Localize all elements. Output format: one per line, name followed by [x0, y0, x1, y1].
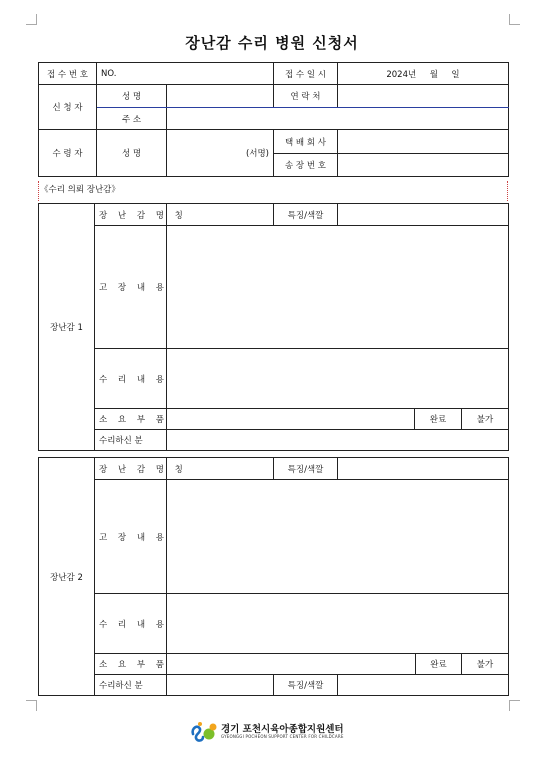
receipt-number-field[interactable] — [97, 63, 274, 85]
toy-2-staff-label: 수리하신 분 — [95, 675, 167, 696]
toy-1-fault-label: 고 장 내 용 — [95, 226, 167, 349]
toy-2-feature-field[interactable] — [338, 458, 509, 480]
toy-1-table — [38, 203, 509, 451]
toy-1-feature-field[interactable] — [338, 204, 509, 226]
contact-label: 연 락 처 — [274, 85, 338, 108]
toy-1-repair-field[interactable] — [167, 349, 509, 409]
tracking-number-label: 송 장 번 호 — [274, 154, 338, 177]
dotted-guide-left — [38, 181, 39, 201]
recipient-name-label: 성 명 — [97, 130, 167, 177]
toy-2-done-checkbox[interactable]: 완료 — [416, 654, 462, 675]
address-label: 주 소 — [97, 108, 167, 130]
receipt-number-label: 접 수 번 호 — [39, 63, 97, 85]
receipt-date-value: 2024년 월 일 — [386, 69, 460, 80]
toy-2-staff-feature-field[interactable] — [338, 675, 509, 696]
toy-2-feature-label: 특징/색깔 — [274, 458, 338, 480]
toy-1-feature-label: 특징/색깔 — [274, 204, 338, 226]
toy-1-parts-field[interactable] — [167, 409, 415, 430]
courier-label: 택 배 회 사 — [274, 130, 338, 154]
receipt-number-value: NO. — [101, 68, 117, 79]
form-title: 장난감 수리 병원 신청서 — [185, 34, 359, 52]
toy-1-staff-field[interactable] — [167, 430, 509, 451]
crop-mark-bottom-right — [509, 700, 520, 711]
toy-2-table — [38, 457, 509, 696]
toy-2-section-label: 장난감 2 — [39, 458, 95, 696]
footer-org-name-en: GYEONGGI POCHEON SUPPORT CENTER FOR CHILDCARE — [221, 734, 344, 739]
contact-field[interactable] — [338, 85, 509, 108]
toy-2-parts-label: 소 요 부 품 — [95, 654, 167, 675]
pocheon-childcare-logo-icon — [189, 720, 219, 744]
toy-1-fail-checkbox[interactable]: 불가 — [462, 409, 509, 430]
applicant-label: 신 청 자 — [39, 85, 97, 130]
toy-1-name-label: 장 난 감 명 칭 — [95, 204, 167, 226]
crop-mark-top-right — [509, 14, 520, 25]
receipt-date-field[interactable] — [338, 63, 509, 85]
toy-1-fault-field[interactable] — [167, 226, 509, 349]
toy-2-repair-field[interactable] — [167, 594, 509, 654]
toy-1-done-checkbox[interactable]: 완료 — [415, 409, 462, 430]
toy-2-staff-field[interactable] — [167, 675, 274, 696]
toy-1-staff-label: 수리하신 분 — [95, 430, 167, 451]
crop-mark-bottom-left — [26, 700, 37, 711]
address-field[interactable] — [167, 108, 509, 130]
signature-label: (서명) — [245, 149, 269, 159]
applicant-name-label: 성 명 — [97, 85, 167, 108]
applicant-name-field[interactable] — [167, 85, 274, 108]
courier-field[interactable] — [338, 130, 509, 154]
toy-2-fail-checkbox[interactable]: 불가 — [462, 654, 509, 675]
dotted-guide-right — [507, 181, 508, 201]
toy-1-parts-label: 소 요 부 품 — [95, 409, 167, 430]
footer-org-name: 경기 포천시육아종합지원센터 — [221, 724, 344, 735]
toy-2-repair-label: 수 리 내 용 — [95, 594, 167, 654]
crop-mark-top-left — [26, 14, 37, 25]
toy-1-repair-label: 수 리 내 용 — [95, 349, 167, 409]
applicant-info-table — [38, 62, 509, 177]
recipient-label: 수 령 자 — [39, 130, 97, 177]
toy-2-fault-field[interactable] — [167, 480, 509, 594]
toy-2-parts-field[interactable] — [167, 654, 416, 675]
footer-logo — [189, 719, 389, 745]
toy-2-fault-label: 고 장 내 용 — [95, 480, 167, 594]
toy-2-staff-feature-label: 특징/색깔 — [274, 675, 338, 696]
receipt-date-label: 접 수 일 시 — [274, 63, 338, 85]
tracking-number-field[interactable] — [338, 154, 509, 177]
repair-request-note: 《수리 의뢰 장난감》 — [40, 185, 120, 195]
toy-2-name-label: 장 난 감 명 칭 — [95, 458, 167, 480]
recipient-signature-field[interactable] — [167, 130, 274, 177]
toy-1-section-label: 장난감 1 — [39, 204, 95, 451]
